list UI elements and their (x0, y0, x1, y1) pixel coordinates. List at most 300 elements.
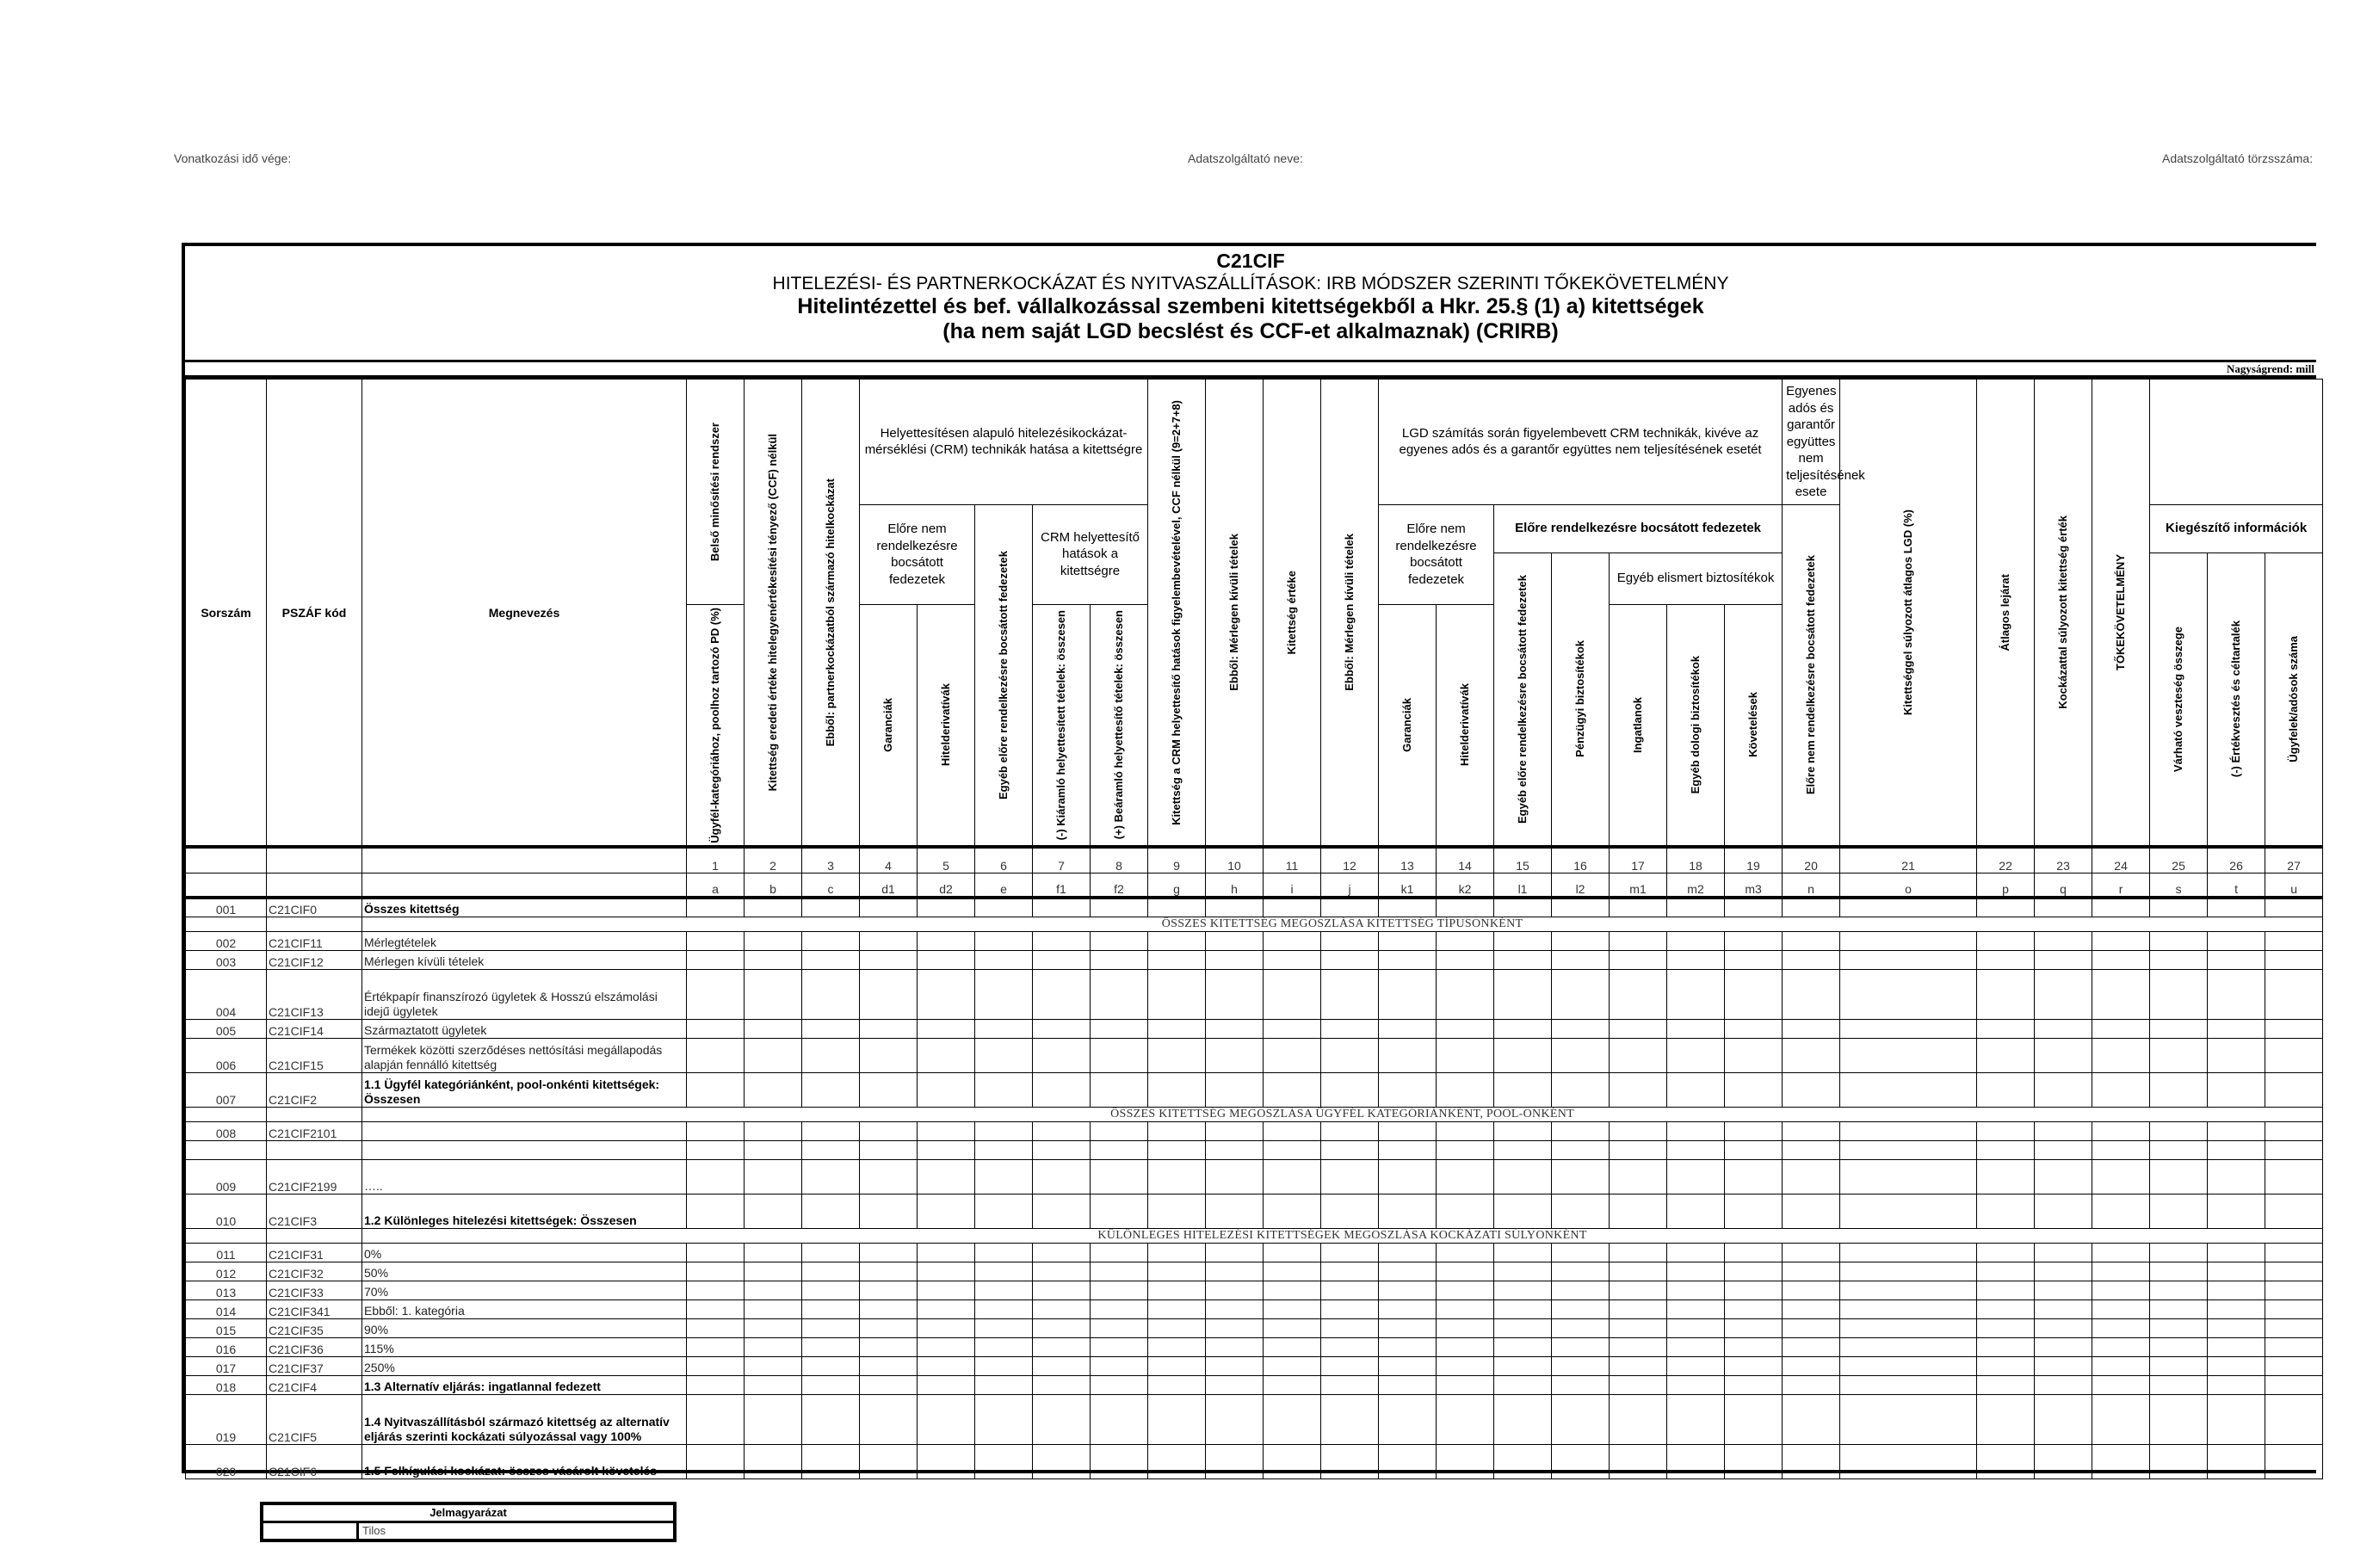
data-cell[interactable] (687, 1356, 745, 1375)
data-cell[interactable] (975, 1299, 1033, 1318)
data-cell[interactable] (975, 1356, 1033, 1375)
data-cell[interactable] (1840, 950, 1977, 969)
data-cell[interactable] (1667, 1281, 1725, 1299)
data-cell[interactable] (1148, 1299, 1206, 1318)
data-cell[interactable] (2150, 1281, 2208, 1299)
data-cell[interactable] (1725, 1337, 1783, 1356)
data-cell[interactable] (1494, 1262, 1552, 1281)
data-cell[interactable] (2208, 1072, 2265, 1107)
data-cell[interactable] (1264, 1375, 1321, 1394)
data-cell[interactable] (2092, 1038, 2150, 1072)
data-cell[interactable] (2092, 1356, 2150, 1375)
data-cell[interactable] (1379, 1159, 1437, 1194)
data-cell[interactable] (2265, 1444, 2323, 1478)
data-cell[interactable] (2035, 898, 2092, 917)
data-cell[interactable] (2265, 1299, 2323, 1318)
data-cell[interactable] (2208, 931, 2265, 950)
data-cell[interactable] (2208, 1243, 2265, 1262)
data-cell[interactable] (1091, 1394, 1148, 1444)
data-cell[interactable] (1437, 1375, 1494, 1394)
data-cell[interactable] (745, 1159, 802, 1194)
data-cell[interactable] (1379, 1394, 1437, 1444)
data-cell[interactable] (1033, 1159, 1091, 1194)
data-cell[interactable] (918, 1243, 975, 1262)
data-cell[interactable] (1437, 1072, 1494, 1107)
data-cell[interactable] (2035, 1262, 2092, 1281)
data-cell[interactable] (1552, 1194, 1610, 1228)
data-cell[interactable] (745, 1318, 802, 1337)
data-cell[interactable] (2035, 1356, 2092, 1375)
data-cell[interactable] (1091, 1038, 1148, 1072)
data-cell[interactable] (1783, 1299, 1840, 1318)
data-cell[interactable] (2035, 1337, 2092, 1356)
data-cell[interactable] (975, 1375, 1033, 1394)
data-cell[interactable] (1148, 1394, 1206, 1444)
data-cell[interactable] (1033, 1121, 1091, 1140)
data-cell[interactable] (918, 1038, 975, 1072)
data-cell[interactable] (2150, 1038, 2208, 1072)
data-cell[interactable] (1379, 1038, 1437, 1072)
data-cell[interactable] (1725, 931, 1783, 950)
data-cell[interactable] (860, 1194, 918, 1228)
data-cell[interactable] (860, 1444, 918, 1478)
data-cell[interactable] (2265, 1159, 2323, 1194)
data-cell[interactable] (1379, 1444, 1437, 1478)
data-cell[interactable] (802, 1072, 860, 1107)
data-cell[interactable] (1610, 1375, 1667, 1394)
data-cell[interactable] (1091, 1299, 1148, 1318)
data-cell[interactable] (1977, 1394, 2035, 1444)
data-cell[interactable] (2265, 1121, 2323, 1140)
data-cell[interactable] (1437, 1159, 1494, 1194)
data-cell[interactable] (918, 1121, 975, 1140)
data-cell[interactable] (745, 1281, 802, 1299)
data-cell[interactable] (2035, 1072, 2092, 1107)
data-cell[interactable] (2208, 1159, 2265, 1194)
data-cell[interactable] (1321, 898, 1379, 917)
data-cell[interactable] (860, 1394, 918, 1444)
data-cell[interactable] (745, 1243, 802, 1262)
data-cell[interactable] (2265, 1019, 2323, 1038)
data-cell[interactable] (860, 1299, 918, 1318)
data-cell[interactable] (1494, 1375, 1552, 1394)
data-cell[interactable] (1494, 898, 1552, 917)
data-cell[interactable] (1437, 1243, 1494, 1262)
data-cell[interactable] (1264, 1159, 1321, 1194)
data-cell[interactable] (1437, 1299, 1494, 1318)
data-cell[interactable] (1840, 1262, 1977, 1281)
data-cell[interactable] (1206, 1262, 1264, 1281)
data-cell[interactable] (1977, 1299, 2035, 1318)
data-cell[interactable] (745, 1394, 802, 1444)
data-cell[interactable] (1783, 950, 1840, 969)
data-cell[interactable] (1840, 1444, 1977, 1478)
data-cell[interactable] (1321, 1299, 1379, 1318)
data-cell[interactable] (1148, 1243, 1206, 1262)
data-cell[interactable] (1610, 1243, 1667, 1262)
data-cell[interactable] (1148, 1318, 1206, 1337)
data-cell[interactable] (1206, 1281, 1264, 1299)
data-cell[interactable] (2150, 1299, 2208, 1318)
data-cell[interactable] (1783, 1194, 1840, 1228)
data-cell[interactable] (918, 1019, 975, 1038)
data-cell[interactable] (975, 969, 1033, 1019)
data-cell[interactable] (2150, 1375, 2208, 1394)
data-cell[interactable] (1321, 969, 1379, 1019)
data-cell[interactable] (918, 1375, 975, 1394)
data-cell[interactable] (2265, 1038, 2323, 1072)
data-cell[interactable] (2150, 1337, 2208, 1356)
data-cell[interactable] (1264, 969, 1321, 1019)
data-cell[interactable] (1033, 1318, 1091, 1337)
data-cell[interactable] (1977, 1337, 2035, 1356)
data-cell[interactable] (1091, 1375, 1148, 1394)
data-cell[interactable] (2092, 969, 2150, 1019)
data-cell[interactable] (1840, 1375, 1977, 1394)
data-cell[interactable] (1840, 1281, 1977, 1299)
data-cell[interactable] (2150, 1121, 2208, 1140)
data-cell[interactable] (1725, 1159, 1783, 1194)
data-cell[interactable] (975, 1262, 1033, 1281)
data-cell[interactable] (2208, 1444, 2265, 1478)
data-cell[interactable] (1206, 1299, 1264, 1318)
data-cell[interactable] (2092, 1394, 2150, 1444)
data-cell[interactable] (2150, 931, 2208, 950)
data-cell[interactable] (2035, 1375, 2092, 1394)
data-cell[interactable] (918, 1159, 975, 1194)
data-cell[interactable] (1206, 1318, 1264, 1337)
data-cell[interactable] (1148, 1194, 1206, 1228)
data-cell[interactable] (2035, 1444, 2092, 1478)
data-cell[interactable] (1091, 1318, 1148, 1337)
data-cell[interactable] (2265, 898, 2323, 917)
data-cell[interactable] (1206, 1337, 1264, 1356)
data-cell[interactable] (1840, 1159, 1977, 1194)
data-cell[interactable] (2208, 1121, 2265, 1140)
data-cell[interactable] (1840, 1318, 1977, 1337)
data-cell[interactable] (1379, 1281, 1437, 1299)
data-cell[interactable] (1033, 931, 1091, 950)
data-cell[interactable] (1264, 1337, 1321, 1356)
data-cell[interactable] (1264, 1194, 1321, 1228)
data-cell[interactable] (2208, 969, 2265, 1019)
data-cell[interactable] (2265, 1243, 2323, 1262)
data-cell[interactable] (802, 1318, 860, 1337)
data-cell[interactable] (860, 1318, 918, 1337)
data-cell[interactable] (2208, 1394, 2265, 1444)
data-cell[interactable] (2265, 969, 2323, 1019)
data-cell[interactable] (1725, 1444, 1783, 1478)
data-cell[interactable] (1552, 1299, 1610, 1318)
data-cell[interactable] (1783, 1375, 1840, 1394)
data-cell[interactable] (1552, 1281, 1610, 1299)
data-cell[interactable] (1783, 1318, 1840, 1337)
data-cell[interactable] (2035, 1243, 2092, 1262)
data-cell[interactable] (1321, 1394, 1379, 1444)
data-cell[interactable] (1494, 1038, 1552, 1072)
data-cell[interactable] (1091, 950, 1148, 969)
data-cell[interactable] (1494, 1194, 1552, 1228)
data-cell[interactable] (1148, 1262, 1206, 1281)
data-cell[interactable] (2092, 1194, 2150, 1228)
data-cell[interactable] (2150, 1159, 2208, 1194)
data-cell[interactable] (1379, 1337, 1437, 1356)
data-cell[interactable] (860, 1072, 918, 1107)
data-cell[interactable] (1667, 1375, 1725, 1394)
data-cell[interactable] (1148, 1375, 1206, 1394)
data-cell[interactable] (1552, 1121, 1610, 1140)
data-cell[interactable] (2035, 1194, 2092, 1228)
data-cell[interactable] (1264, 1318, 1321, 1337)
data-cell[interactable] (745, 1194, 802, 1228)
data-cell[interactable] (1091, 969, 1148, 1019)
data-cell[interactable] (2092, 1121, 2150, 1140)
data-cell[interactable] (2150, 1194, 2208, 1228)
data-cell[interactable] (1264, 931, 1321, 950)
data-cell[interactable] (918, 1281, 975, 1299)
data-cell[interactable] (1610, 1299, 1667, 1318)
data-cell[interactable] (1437, 1019, 1494, 1038)
data-cell[interactable] (1206, 1019, 1264, 1038)
data-cell[interactable] (1091, 1356, 1148, 1375)
data-cell[interactable] (2208, 1019, 2265, 1038)
data-cell[interactable] (2035, 1159, 2092, 1194)
data-cell[interactable] (687, 1159, 745, 1194)
data-cell[interactable] (975, 1159, 1033, 1194)
data-cell[interactable] (1206, 1243, 1264, 1262)
data-cell[interactable] (2150, 898, 2208, 917)
data-cell[interactable] (1379, 1318, 1437, 1337)
data-cell[interactable] (1610, 1337, 1667, 1356)
data-cell[interactable] (687, 1337, 745, 1356)
data-cell[interactable] (1379, 1194, 1437, 1228)
data-cell[interactable] (1437, 1444, 1494, 1478)
data-cell[interactable] (918, 1194, 975, 1228)
data-cell[interactable] (2208, 1194, 2265, 1228)
data-cell[interactable] (1977, 931, 2035, 950)
data-cell[interactable] (1264, 1299, 1321, 1318)
data-cell[interactable] (745, 1337, 802, 1356)
data-cell[interactable] (975, 898, 1033, 917)
data-cell[interactable] (1264, 1072, 1321, 1107)
data-cell[interactable] (1667, 950, 1725, 969)
data-cell[interactable] (1148, 931, 1206, 950)
data-cell[interactable] (860, 1019, 918, 1038)
data-cell[interactable] (1379, 1299, 1437, 1318)
data-cell[interactable] (687, 1375, 745, 1394)
data-cell[interactable] (1725, 1281, 1783, 1299)
data-cell[interactable] (1840, 1121, 1977, 1140)
data-cell[interactable] (1437, 969, 1494, 1019)
data-cell[interactable] (1783, 1444, 1840, 1478)
data-cell[interactable] (2035, 931, 2092, 950)
data-cell[interactable] (1148, 1019, 1206, 1038)
data-cell[interactable] (1667, 1444, 1725, 1478)
data-cell[interactable] (918, 1262, 975, 1281)
data-cell[interactable] (2265, 1318, 2323, 1337)
data-cell[interactable] (1437, 1121, 1494, 1140)
data-cell[interactable] (1840, 1019, 1977, 1038)
data-cell[interactable] (2150, 1072, 2208, 1107)
data-cell[interactable] (1783, 898, 1840, 917)
data-cell[interactable] (1148, 1444, 1206, 1478)
data-cell[interactable] (1033, 969, 1091, 1019)
data-cell[interactable] (1610, 969, 1667, 1019)
data-cell[interactable] (1321, 1337, 1379, 1356)
data-cell[interactable] (1437, 898, 1494, 917)
data-cell[interactable] (1033, 1262, 1091, 1281)
data-cell[interactable] (1610, 1159, 1667, 1194)
data-cell[interactable] (1783, 1159, 1840, 1194)
data-cell[interactable] (2092, 1262, 2150, 1281)
data-cell[interactable] (1977, 1262, 2035, 1281)
data-cell[interactable] (2092, 1318, 2150, 1337)
data-cell[interactable] (1033, 898, 1091, 917)
data-cell[interactable] (1725, 1194, 1783, 1228)
data-cell[interactable] (975, 1038, 1033, 1072)
data-cell[interactable] (1977, 1281, 2035, 1299)
data-cell[interactable] (2265, 1072, 2323, 1107)
data-cell[interactable] (2092, 1444, 2150, 1478)
data-cell[interactable] (918, 1444, 975, 1478)
data-cell[interactable] (860, 1281, 918, 1299)
data-cell[interactable] (1033, 1072, 1091, 1107)
data-cell[interactable] (802, 1444, 860, 1478)
data-cell[interactable] (2035, 1019, 2092, 1038)
data-cell[interactable] (860, 1121, 918, 1140)
data-cell[interactable] (1725, 1394, 1783, 1444)
data-cell[interactable] (745, 969, 802, 1019)
data-cell[interactable] (1840, 1356, 1977, 1375)
data-cell[interactable] (918, 1356, 975, 1375)
data-cell[interactable] (1783, 969, 1840, 1019)
data-cell[interactable] (1725, 1121, 1783, 1140)
data-cell[interactable] (1091, 1194, 1148, 1228)
data-cell[interactable] (1206, 931, 1264, 950)
data-cell[interactable] (745, 1121, 802, 1140)
data-cell[interactable] (1379, 950, 1437, 969)
data-cell[interactable] (1552, 950, 1610, 969)
data-cell[interactable] (1033, 950, 1091, 969)
data-cell[interactable] (1206, 1444, 1264, 1478)
data-cell[interactable] (745, 1038, 802, 1072)
data-cell[interactable] (1552, 1072, 1610, 1107)
data-cell[interactable] (918, 1337, 975, 1356)
data-cell[interactable] (1840, 1072, 1977, 1107)
data-cell[interactable] (1840, 1038, 1977, 1072)
data-cell[interactable] (2208, 1356, 2265, 1375)
data-cell[interactable] (802, 1337, 860, 1356)
data-cell[interactable] (1552, 1243, 1610, 1262)
data-cell[interactable] (1494, 1444, 1552, 1478)
data-cell[interactable] (1977, 1356, 2035, 1375)
data-cell[interactable] (1552, 1444, 1610, 1478)
data-cell[interactable] (802, 950, 860, 969)
data-cell[interactable] (1206, 898, 1264, 917)
data-cell[interactable] (1033, 1394, 1091, 1444)
data-cell[interactable] (1264, 1394, 1321, 1444)
data-cell[interactable] (2092, 1375, 2150, 1394)
data-cell[interactable] (2150, 1394, 2208, 1444)
data-cell[interactable] (1264, 1281, 1321, 1299)
data-cell[interactable] (1840, 1194, 1977, 1228)
data-cell[interactable] (1033, 1444, 1091, 1478)
data-cell[interactable] (745, 1444, 802, 1478)
data-cell[interactable] (860, 1038, 918, 1072)
data-cell[interactable] (2208, 1337, 2265, 1356)
data-cell[interactable] (1977, 1019, 2035, 1038)
data-cell[interactable] (860, 898, 918, 917)
data-cell[interactable] (1321, 950, 1379, 969)
data-cell[interactable] (1977, 1194, 2035, 1228)
data-cell[interactable] (2150, 1243, 2208, 1262)
data-cell[interactable] (2265, 1194, 2323, 1228)
data-cell[interactable] (1379, 1121, 1437, 1140)
data-cell[interactable] (2208, 1318, 2265, 1337)
data-cell[interactable] (1264, 1019, 1321, 1038)
data-cell[interactable] (802, 1159, 860, 1194)
data-cell[interactable] (1206, 1121, 1264, 1140)
data-cell[interactable] (802, 1394, 860, 1444)
data-cell[interactable] (1091, 931, 1148, 950)
data-cell[interactable] (1667, 1159, 1725, 1194)
data-cell[interactable] (802, 1019, 860, 1038)
data-cell[interactable] (1033, 1038, 1091, 1072)
data-cell[interactable] (1033, 1356, 1091, 1375)
data-cell[interactable] (1494, 950, 1552, 969)
data-cell[interactable] (1977, 1038, 2035, 1072)
data-cell[interactable] (1494, 969, 1552, 1019)
data-cell[interactable] (1033, 1281, 1091, 1299)
data-cell[interactable] (1610, 950, 1667, 969)
data-cell[interactable] (1321, 1019, 1379, 1038)
data-cell[interactable] (1552, 1262, 1610, 1281)
data-cell[interactable] (975, 1121, 1033, 1140)
data-cell[interactable] (1148, 1281, 1206, 1299)
data-cell[interactable] (918, 950, 975, 969)
data-cell[interactable] (1264, 1262, 1321, 1281)
data-cell[interactable] (1206, 950, 1264, 969)
data-cell[interactable] (1667, 1262, 1725, 1281)
data-cell[interactable] (1977, 898, 2035, 917)
data-cell[interactable] (1437, 931, 1494, 950)
data-cell[interactable] (2150, 1356, 2208, 1375)
data-cell[interactable] (2035, 1318, 2092, 1337)
data-cell[interactable] (918, 1299, 975, 1318)
data-cell[interactable] (1840, 1299, 1977, 1318)
data-cell[interactable] (1206, 1194, 1264, 1228)
data-cell[interactable] (1437, 950, 1494, 969)
data-cell[interactable] (975, 1243, 1033, 1262)
data-cell[interactable] (1725, 1262, 1783, 1281)
data-cell[interactable] (1437, 1262, 1494, 1281)
data-cell[interactable] (1667, 1394, 1725, 1444)
data-cell[interactable] (1206, 1394, 1264, 1444)
data-cell[interactable] (1783, 1121, 1840, 1140)
data-cell[interactable] (1494, 1072, 1552, 1107)
data-cell[interactable] (975, 1072, 1033, 1107)
data-cell[interactable] (1977, 1121, 2035, 1140)
data-cell[interactable] (2035, 1299, 2092, 1318)
data-cell[interactable] (918, 931, 975, 950)
data-cell[interactable] (2208, 1038, 2265, 1072)
data-cell[interactable] (2265, 1375, 2323, 1394)
data-cell[interactable] (745, 950, 802, 969)
data-cell[interactable] (802, 1038, 860, 1072)
data-cell[interactable] (1379, 898, 1437, 917)
data-cell[interactable] (1437, 1356, 1494, 1375)
data-cell[interactable] (2092, 1299, 2150, 1318)
